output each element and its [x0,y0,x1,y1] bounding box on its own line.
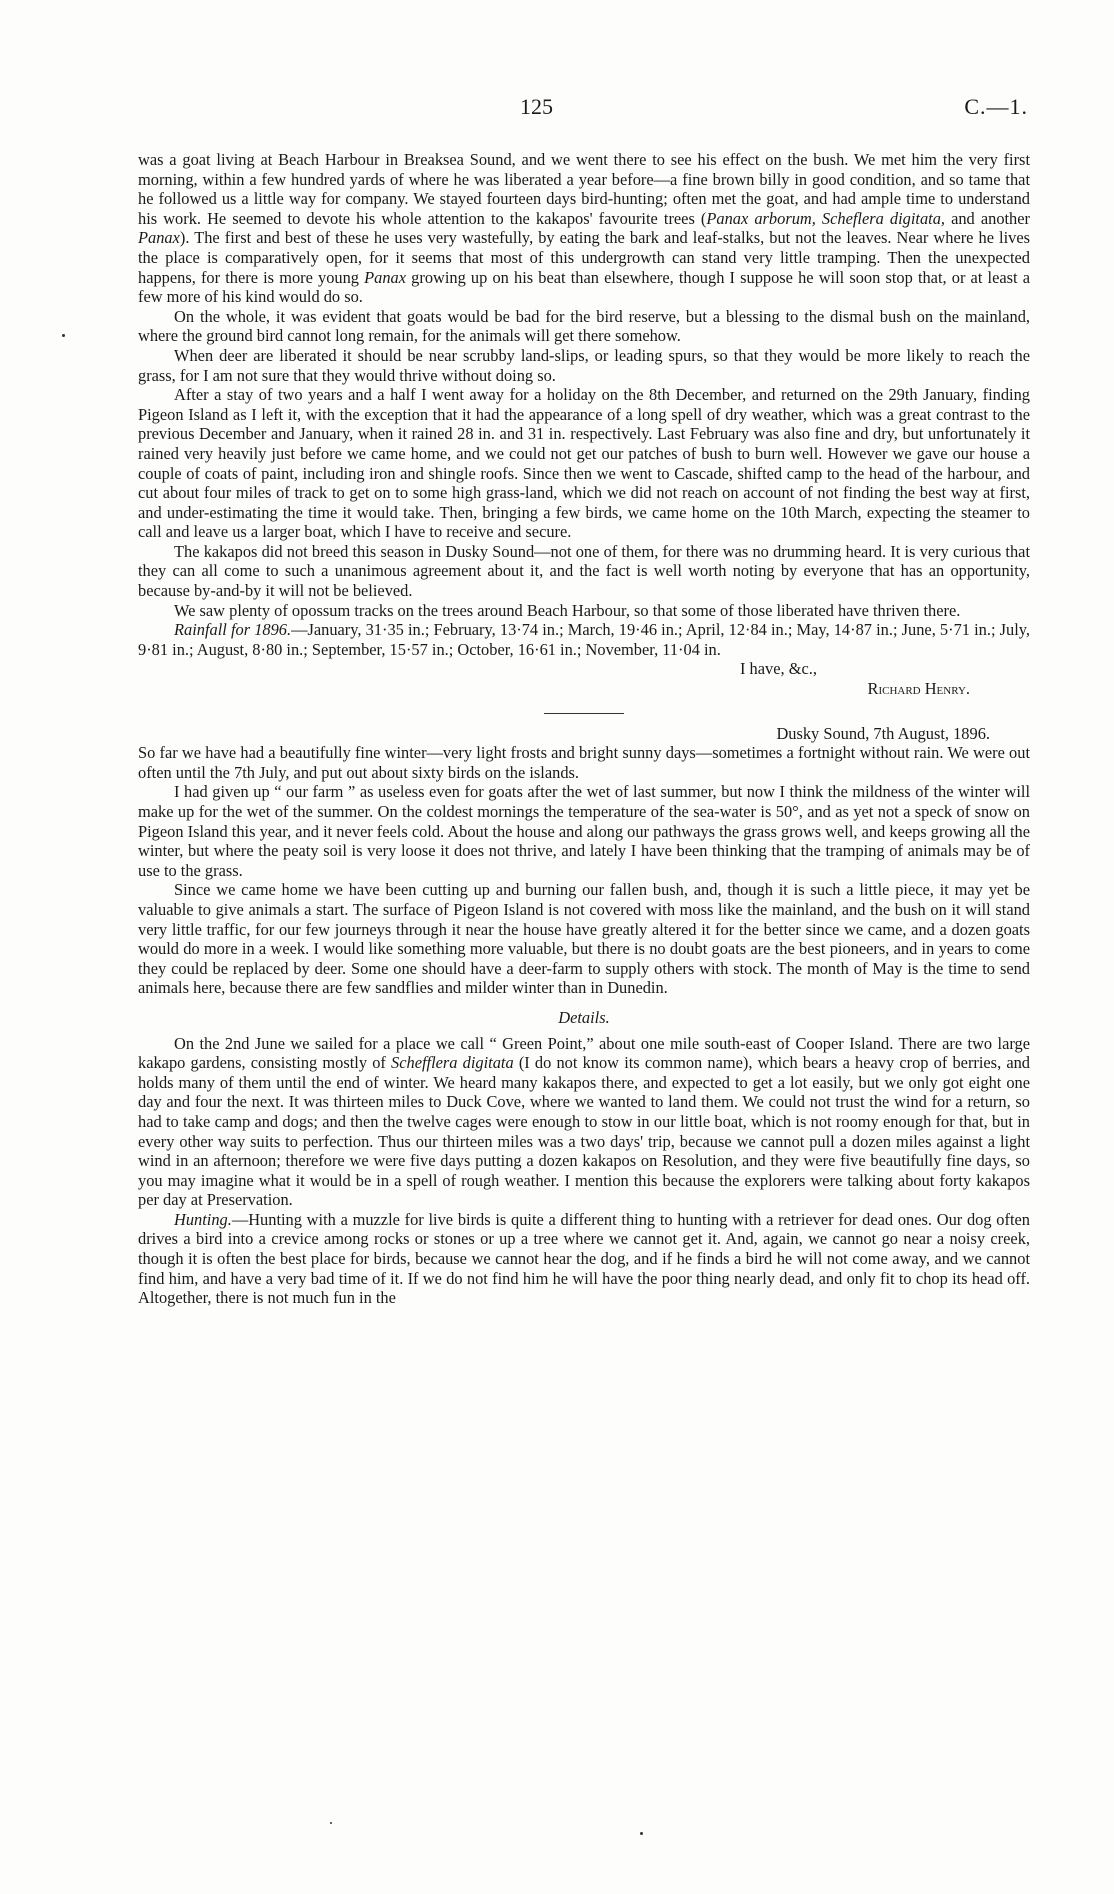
paragraph-winter: So far we have had a beautifully fine winter—very light frosts and bright sunny days—sometimes a fortnight without rain. We were out often until the 7th July, and put out about sixty birds on the islands. [138,743,1030,782]
page-number: 125 [520,94,553,119]
scan-speck [62,334,65,337]
paragraph-deer-liberation: When deer are liberated it should be near scrubby land-slips, or leading spurs, so that they would be more likely to reach the grass, for I am not sure that they would thrive without doing so. [138,345,1030,385]
paragraph-green-point: On the 2nd June we sailed for a place we call “ Green Point,” about one mile south-east of Cooper Island. There are two large kakapo gardens, consisting mostly of Schefflera digitata (I do not know its common name), which bears a heavy crop of berries, and holds many of them until the end of winter. We heard many kakapos there, and expected to get a lot easily, but we only got eight one day and four the next. It was thirteen miles to Duck Cove, where we wanted to land them. We could not trust the wind for a return, so had to take camp and dogs; and then the twelve cages were enough to stow in our little boat, which is not roomy enough for that, but in every other way suits to perfection. Thus our thirteen miles was a two days' trip, because we cannot pull a dozen miles against a light wind in an afternoon; therefore we were five days putting a dozen kakapos on Resolution, and they were five beautifully fine days, so you may imagine what it would be in a spell of rough weather. I mention this because the explorers were talking about forty kakapos per day at Preservation. [138,1033,1031,1210]
rainfall-label: Rainfall for 1896. [174,620,292,640]
scan-speck [330,1822,332,1824]
scan-speck [640,1832,643,1835]
letter-dateline: Dusky Sound, 7th August, 1896. [776,723,990,743]
page-header [0,94,1114,124]
document-reference: C.—1. [964,94,1028,119]
body-text [138,150,1030,1308]
paragraph-goat-breaksea: was a goat living at Beach Harbour in Breaksea Sound, and we went there to see his effect on the bush. We met him the very first morning, within a few hundred yards of where he was liberated a year before—a fine brown billy in good condition, and so tame that he followed us a little way for company. We stayed fourteen days bird-hunting; often met the goat, and had ample time to understand his work. He seemed to devote his whole attention to the kakapos' favourite trees (Panax arborum, Scheflera digitata, and another Panax). The first and best of these he uses very wastefully, by eating the bark and leaf-stalks, but not the leaves. Near where he lives the place is comparatively open, for it seems that most of this undergrowth can stand very little tramping. Then the unexpected happens, for there is more young Panax growing up on his beat than elsewhere, though I suppose he will soon stop that, or at least a few more of his kind would do so. [138,150,1030,307]
paragraph-rainfall: Rainfall for 1896.—January, 31·35 in.; February, 13·74 in.; March, 19·46 in.; April, 12·84 in.; May, 14·87 in.; June, 5·71 in.; July, 9·81 in.; August, 8·80 in.; September, 15·57 in.; October, 16·61 in.; November, 11·04 in. [138,620,1030,659]
hunting-label: Hunting. [174,1209,232,1229]
paragraph-holiday: After a stay of two years and a half I went away for a holiday on the 8th December, and returned on the 29th January, finding Pigeon Island as I left it, with the exception that it had the appearance of a long spell of dry weather, which was a great contrast to the previous December and January, when it rained 28 in. and 31 in. respectively. Last February was also fine and dry, but unfortunately it rained very heavily just before we came home, and we could not get our patches of bush to burn well. However we gave our house a couple of coats of paint, including iron and shingle roofs. Since then we went to Cascade, shifted camp to the head of the harbour, and cut about four miles of track to get on to some high grass-land, which we did not reach on account of not finding the best way at first, and under-estimating the time it would take. Then, bringing a few birds, we came home on the 10th March, expecting the steamer to call and leave us a larger boat, which I have to receive and secure. [138,385,1030,542]
paragraph-opossum: We saw plenty of opossum tracks on the trees around Beach Harbour, so that some of those liberated have thriven there. [174,600,961,620]
paragraph-fallen-bush: Since we came home we have been cutting up and burning our fallen bush, and, though it is such a little piece, it may yet be valuable to give animals a start. The surface of Pigeon Island is not covered with moss like the mainland, and the bush on it will stand very little traffic, for our few journeys through it near the house have greatly altered it for the better since we came, and a dozen goats would do more in a week. I would like something more valuable, but there is no doubt goats are the best pioneers, and in years to come they could be replaced by deer. Some one should have a deer-farm to supply others with stock. The month of May is the time to send animals here, because there are few sandflies and milder winter than in Dunedin. [138,880,1030,998]
closing-salutation: I have, &c., [740,659,817,679]
paragraph-hunting: Hunting.—Hunting with a muzzle for live birds is quite a different thing to hunting with a retriever for dead ones. Our dog often drives a bird into a crevice among rocks or stones or up a tree where we cannot get it. And, again, we cannot go near a noisy creek, though it is often the best place for birds, because we cannot hear the dog, and if he finds a bird he will not come away, and we cannot find him, and have a very bad time of it. If we do not find him he will have the poor thing nearly dead, and only fit to chop its head off. Altogether, there is not much fun in the [138,1209,1030,1308]
section-title: Details. [558,1007,610,1027]
paragraph-our-farm: I had given up “ our farm ” as useless even for goats after the wet of last summer, but now I think the mildness of the winter will make up for the wet of the summer. On the coldest mornings the temperature of the sea-water is 50°, and as yet not a speck of snow on Pigeon Island this year, and it never feels cold. About the house and along our pathways the grass grows well, and keeps growing all the winter, but where the peaty soil is very loose it does not thrive, and lately I have been thinking that the tramping of animals may be of use to the grass. [138,782,1030,880]
section-divider [544,713,624,714]
paragraph-goats-reserve: On the whole, it was evident that goats would be bad for the bird reserve, but a blessing to the dismal bush on the mainland, where the ground bird cannot long remain, for the animals will get there somehow. [138,306,1030,346]
signature: Richard Henry. [867,679,970,699]
paragraph-kakapo-breeding: The kakapos did not breed this season in Dusky Sound—not one of them, for there was no drumming heard. It is very curious that they can all come to such a unanimous agreement about it, and the fact is well worth noting by everyone that has an opportunity, because by-and-by it will not be believed. [138,541,1030,601]
